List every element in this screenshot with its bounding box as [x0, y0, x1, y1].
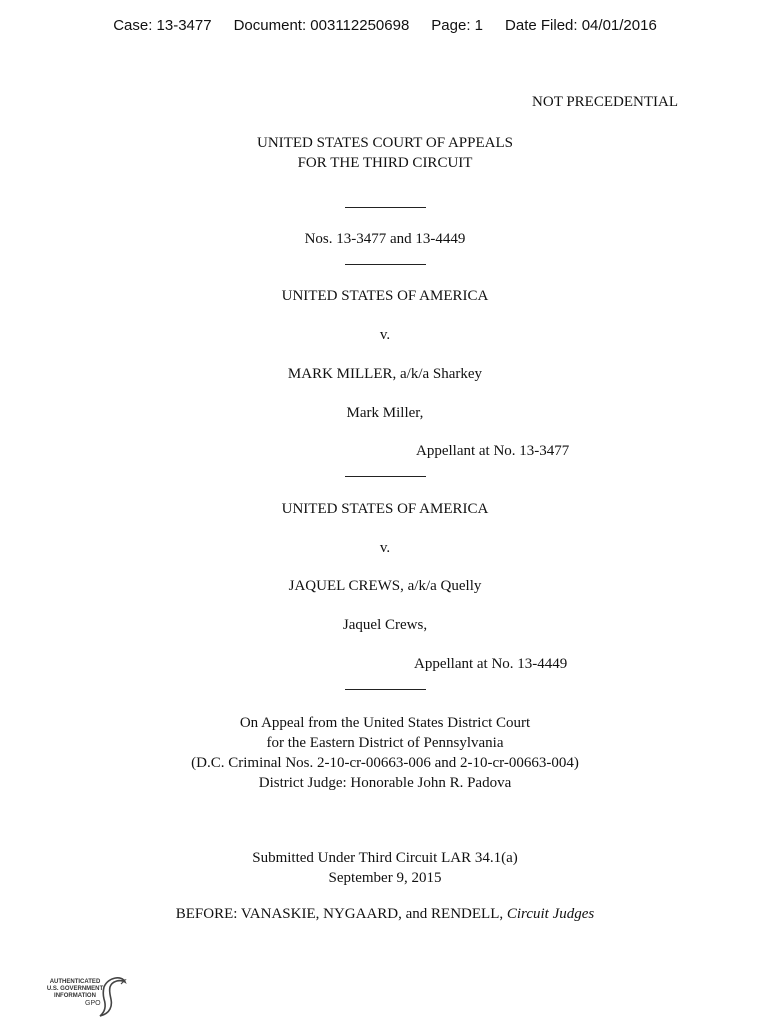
divider-rule: [345, 689, 426, 690]
divider-rule: [345, 264, 426, 265]
seal-text: AUTHENTICATED U.S. GOVERNMENT INFORMATION: [46, 979, 104, 999]
panel-judges-names: BEFORE: VANASKIE, NYGAARD, and RENDELL,: [175, 906, 507, 922]
docket-numbers: Nos. 13-3477 and 13-4449: [304, 231, 466, 247]
appeal-line4: District Judge: Honorable John R. Padova: [258, 775, 512, 791]
filing-header: [0, 17, 770, 34]
case-one-defendant: MARK MILLER, a/k/a Sharkey: [287, 366, 483, 382]
divider-rule: [345, 207, 426, 208]
panel-judges-title: Circuit Judges: [506, 906, 595, 922]
submitted-line1: Submitted Under Third Circuit LAR 34.1(a): [252, 850, 518, 866]
case-one-plaintiff: UNITED STATES OF AMERICA: [281, 288, 489, 304]
eagle-icon: [98, 975, 128, 1017]
court-name-line2: FOR THE THIRD CIRCUIT: [297, 155, 473, 171]
page-number: Page: 1: [431, 17, 484, 34]
case-two-versus: v.: [379, 540, 391, 556]
gpo-authentication-seal: [44, 975, 130, 1017]
seal-gpo-label: GPO: [85, 1000, 101, 1007]
document-number: Document: 003112250698: [233, 17, 410, 34]
case-one-versus: v.: [379, 327, 391, 343]
appeal-line1: On Appeal from the United States District Court: [239, 715, 531, 731]
court-name: [0, 133, 770, 173]
panel-judges: [0, 906, 770, 923]
case-two-plaintiff: UNITED STATES OF AMERICA: [281, 501, 489, 517]
date-filed: Date Filed: 04/01/2016: [505, 17, 657, 34]
case-number: Case: 13-3477: [113, 17, 212, 34]
court-name-line1: UNITED STATES COURT OF APPEALS: [257, 135, 513, 151]
case-one-party: Mark Miller,: [346, 405, 424, 421]
submitted-line2: September 9, 2015: [328, 870, 442, 886]
case-two-defendant: JAQUEL CREWS, a/k/a Quelly: [288, 578, 482, 594]
case-one-appellant-role: Appellant at No. 13-3477: [416, 443, 570, 459]
precedential-status: NOT PRECEDENTIAL: [532, 94, 678, 110]
case-two-party: Jaquel Crews,: [342, 617, 428, 633]
submission-info: [0, 848, 770, 888]
appeal-origin: [0, 713, 770, 793]
appeal-line3: (D.C. Criminal Nos. 2-10-cr-00663-006 and 2-10-cr-00663-004): [191, 755, 579, 771]
appeal-line2: for the Eastern District of Pennsylvania: [266, 735, 504, 751]
divider-rule: [345, 476, 426, 477]
case-two-appellant-role: Appellant at No. 13-4449: [414, 656, 568, 672]
